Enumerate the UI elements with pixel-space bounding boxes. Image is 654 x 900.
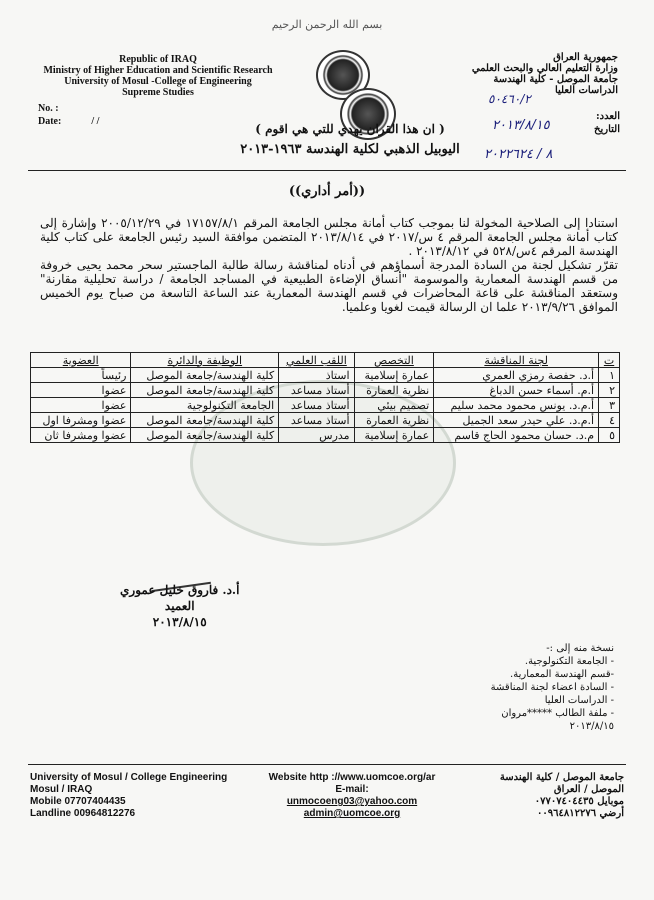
number-label-ar: العدد: xyxy=(595,111,620,122)
copies-heading: نسخة منه إلى :- xyxy=(546,643,614,654)
handwritten-date: ٢٠١٣/٨/١٥ xyxy=(492,118,550,133)
table-cell: ٤ xyxy=(599,413,620,428)
footer-en-line: Mobile 07707404435 xyxy=(30,796,126,807)
copies-list xyxy=(491,642,614,733)
body-paragraph: تقرّر تشكيل لجنة من السادة المدرجة أسماؤهم في أدناه لمناقشة رسالة طالبة الماجستير سحر محمد يحيى خروفة من قسم الهندسة المعمارية والموسومة "أنساق الإضاءة الطبيعية في المساجد الجامعة / دراسة تحليلية مقارنة" وستعقد المناقشة على قاعة المحاضرات في قسم الهندسة المعمارية عند الساعة التاسعة من صباح يوم الخميس الموافق ٢٠١٣/٩/٢٦ علما ان الرسالة قيمت لغويا وعلميا. xyxy=(40,258,618,314)
footer-divider xyxy=(28,764,626,765)
basmala: بسم الله الرحمن الرحيم xyxy=(271,18,383,31)
table-cell: عمارة إسلامية xyxy=(354,368,434,383)
footer-en-line: Mosul / IRAQ xyxy=(30,784,93,795)
signatory-title: العميد xyxy=(164,599,195,613)
table-row xyxy=(31,383,620,398)
email-label: E-mail: xyxy=(335,784,369,795)
number-date-block-en xyxy=(38,102,99,128)
table-cell: ١ xyxy=(599,368,620,383)
table-cell: مدرس xyxy=(279,428,354,443)
no-label: No. : xyxy=(38,103,59,114)
order-title: ((أمر أداري)) xyxy=(288,184,366,199)
column-header: لجنة المناقشة xyxy=(434,353,599,368)
column-header: ت xyxy=(599,353,620,368)
table-cell: أستاذ مساعد xyxy=(279,383,354,398)
footer-en-line: University of Mosul / College Engineering xyxy=(30,772,228,783)
header-en-line: Republic of IRAQ xyxy=(119,54,197,65)
column-header: التخصص xyxy=(354,353,434,368)
committee-table xyxy=(30,352,620,443)
table-cell: عضوا xyxy=(31,398,131,413)
table-cell: أستاذ مساعد xyxy=(279,398,354,413)
table-cell: تصميم بيئي xyxy=(354,398,434,413)
date-slashes: / / xyxy=(91,116,100,127)
footer-contact xyxy=(262,772,442,820)
table-cell: كلية الهندسة/جامعة الموصل xyxy=(131,368,279,383)
table-cell: أستاذ مساعد xyxy=(279,413,354,428)
header-ar-line: الدراسات العليا xyxy=(554,85,618,96)
footer-en-line: Landline 00964812276 xyxy=(30,808,136,819)
website-link[interactable]: Website http ://www.uomcoe.org/ar xyxy=(268,772,436,783)
footer-ar-line: موبايل ٠٧٧٠٧٤٠٤٤٣٥ xyxy=(534,796,624,807)
signature-block xyxy=(120,582,239,630)
footer-ar-line: جامعة الموصل / كلية الهندسة xyxy=(499,772,624,783)
list-item: - الدراسات العليا xyxy=(544,695,614,706)
footer-ar-line: الموصل / العراق xyxy=(553,784,624,795)
table-cell: عمارة إسلامية xyxy=(354,428,434,443)
table-cell: أ.م. أسماء حسن الدباغ xyxy=(434,383,599,398)
table-cell: كلية الهندسة/جامعة الموصل xyxy=(131,383,279,398)
header-en-line: University of Mosul -College of Engineering xyxy=(64,76,252,87)
header-arabic xyxy=(418,52,618,96)
table-cell: أ.م.د. علي حيدر سعد الجميل xyxy=(434,413,599,428)
header-english xyxy=(38,54,278,98)
table-cell: أ.د. حفصة رمزي العمري xyxy=(434,368,599,383)
table-cell: نظرية العمارة xyxy=(354,413,434,428)
header-divider xyxy=(28,170,626,171)
table-header-row xyxy=(31,353,620,368)
table-cell: نظرية العمارة xyxy=(354,383,434,398)
table-row xyxy=(31,368,620,383)
signatory-name: أ.د. فاروق خليل عموري xyxy=(120,583,240,597)
date-label-ar: التاريخ xyxy=(594,124,620,135)
jubilee-line: اليوبيل الذهبي لكلية الهندسة ١٩٦٣-٢٠١٣ xyxy=(240,142,460,157)
body-paragraph: استنادا إلى الصلاحية المخولة لنا بموجب كتاب أمانة مجلس الجامعة المرقم ١٧١٥٧/٨/١ في ٢٠٠٥/١٢/٢٩ وإشارة إلى كتاب أمانة مجلس الجامعة المرقم ٤ س/٢٠١٧ في ٢٠١٣/٨/١٤ المتضمن موافقة السيد رئيس الجامعة على كتاب كلية الهندسة المرقم ٤س/٥٢٨ في ٢٠١٣/٨/١٢ . xyxy=(40,216,619,258)
footer-ar-line: أرضي ٠٠٩٦٤٨١٢٢٧٦ xyxy=(536,808,624,819)
order-body xyxy=(40,216,618,314)
column-header: العضوية xyxy=(31,353,131,368)
header-en-line: Ministry of Higher Education and Scientific Research xyxy=(43,65,273,76)
table-cell: أ.م.د. يونس محمود محمد سليم xyxy=(434,398,599,413)
copies-date: ٢٠١٣/٨/١٥ xyxy=(569,721,614,732)
list-item: - الجامعة التكنولوجية. xyxy=(524,656,614,667)
number-date-block-ar xyxy=(540,110,620,136)
table-cell: رئيساً xyxy=(31,368,131,383)
table-cell: عضوا ومشرفا ثان xyxy=(31,428,131,443)
header-ar-line: جامعة الموصل - كلية الهندسة xyxy=(493,74,618,85)
table-cell: كلية الهندسة/جامعة الموصل xyxy=(131,413,279,428)
handwritten-reference: ٨ / ٢٠٢٢٦٢٤ xyxy=(484,147,553,162)
list-item: - ملفة الطالب *****مروان xyxy=(501,708,614,719)
table-cell: عضوا ومشرفا اول xyxy=(31,413,131,428)
footer-english xyxy=(30,772,227,820)
header-ar-line: وزارة التعليم العالي والبحث العلمي xyxy=(471,63,618,74)
table-row xyxy=(31,413,620,428)
table-cell: استاذ xyxy=(279,368,354,383)
column-header: اللقب العلمي xyxy=(279,353,354,368)
email-link[interactable]: admin@uomcoe.org xyxy=(303,808,401,819)
table-cell: الجامعة التكنولوجية xyxy=(131,398,279,413)
footer-arabic xyxy=(500,772,624,820)
quran-verse: ( ان هذا القران يهدي للتي هي اقوم ) xyxy=(255,122,445,136)
column-header: الوظيفة والدائرة xyxy=(131,353,279,368)
table-cell: ٣ xyxy=(599,398,620,413)
table-row xyxy=(31,398,620,413)
date-label: Date: xyxy=(38,116,62,127)
list-item: -قسم الهندسة المعمارية. xyxy=(510,669,614,680)
email-link[interactable]: unmocoeng03@yahoo.com xyxy=(286,796,418,807)
table-row xyxy=(31,428,620,443)
table-cell: م.د. حسان محمود الحاج قاسم xyxy=(434,428,599,443)
table-cell: عضوا xyxy=(31,383,131,398)
header-en-line: Supreme Studies xyxy=(122,87,194,98)
header-ar-line: جمهورية العراق xyxy=(553,52,618,63)
table-cell: ٢ xyxy=(599,383,620,398)
table-cell: كلية الهندسة/جامعة الموصل xyxy=(131,428,279,443)
list-item: - السادة اعضاء لجنة المناقشة xyxy=(490,682,614,693)
handwritten-number: ٥٠٤٦٠/٢ xyxy=(488,92,531,106)
table-cell: ٥ xyxy=(599,428,620,443)
signatory-date: ٢٠١٣/٨/١٥ xyxy=(152,615,207,629)
